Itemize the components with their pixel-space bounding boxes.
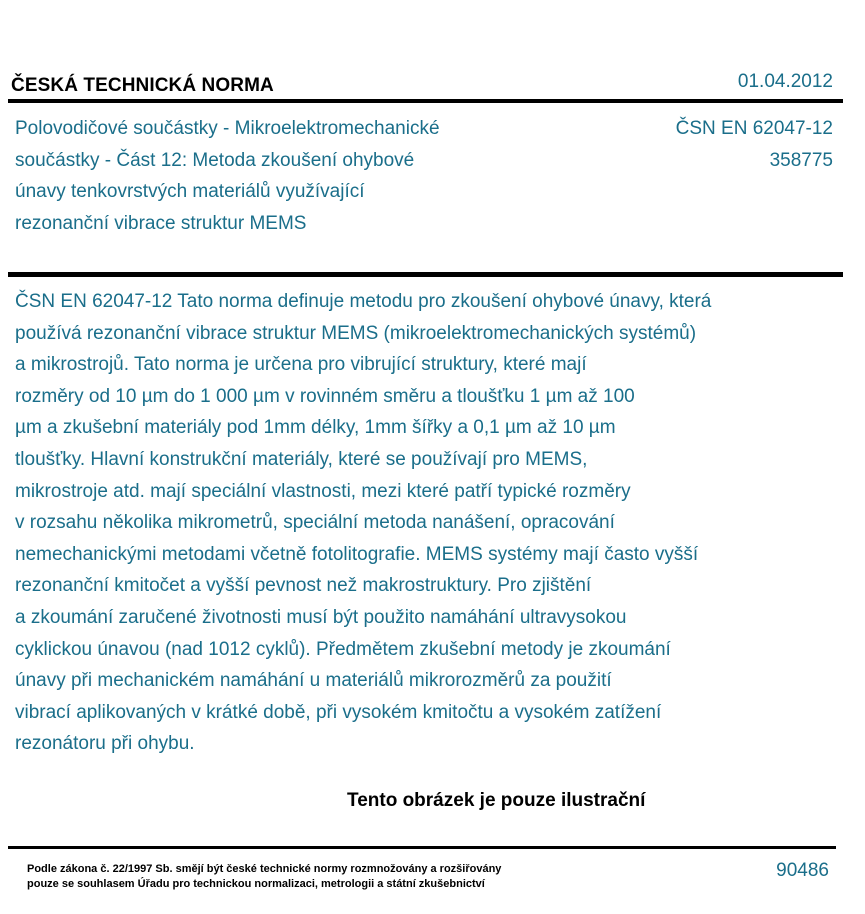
standard-title: Polovodičové součástky - Mikroelektromechanické součástky - Část 12: Metoda zkoušení ohybové únavy tenkovrstvých materiálů využívající rezonanční vibrace struktur MEMS <box>15 118 440 234</box>
abstract-text: ČSN EN 62047-12 Tato norma definuje metodu pro zkoušení ohybové únavy, která používá rezonanční vibrace struktur MEMS (mikroelektromechanických systémů) a mikrostrojů. Tato norma je určena pro vibrující struktury, které mají rozměry od 10 µm do 1 000 µm v rovinném směru a tloušťku 1 µm až 100 µm a zkušební materiály pod 1mm délky, 1mm šířky a 0,1 µm až 10 µm tloušťky. Hlavní konstrukční materiály, které se používají pro MEMS, mikrostroje atd. mají speciální vlastnosti, mezi které patří typické rozměry v rozsahu několika mikrometrů, speciální metoda nanášení, opracování nemechanickými metodami včetně fotolitografie. MEMS systémy mají často vyšší rezonanční kmitočet a vyšší pevnost než makrostruktury. Pro zjištění a zkoumání zaručené životnosti musí být použito namáhání ultravysokou cyklickou únavou (nad 1012 cyklů). Předmětem zkušební metody je zkoumání únavy při mechanickém namáhání u materiálů mikrorozměrů za použití vibrací aplikovaných v krátké době, při vysokém kmitočtu a vysokém zatížení rezonátoru při ohybu. <box>15 291 712 755</box>
footer-divider <box>8 846 836 849</box>
publication-date: 01.04.2012 <box>737 71 833 92</box>
section-divider <box>8 272 843 277</box>
standard-identifiers <box>676 113 833 176</box>
document-title: ČESKÁ TECHNICKÁ NORMA <box>11 75 274 96</box>
document-number: 90486 <box>776 860 829 881</box>
class-number: 358775 <box>769 149 833 171</box>
illustration-disclaimer: Tento obrázek je pouze ilustrační <box>347 790 646 811</box>
header-divider <box>8 99 843 103</box>
standard-code: ČSN EN 62047-12 <box>675 118 833 139</box>
legal-notice: Podle zákona č. 22/1997 Sb. smějí být české technické normy rozmnožovány a rozšiřovány pouze se souhlasem Úřadu pro technickou normalizaci, metrologii a státní zkušebnictví <box>27 863 502 890</box>
